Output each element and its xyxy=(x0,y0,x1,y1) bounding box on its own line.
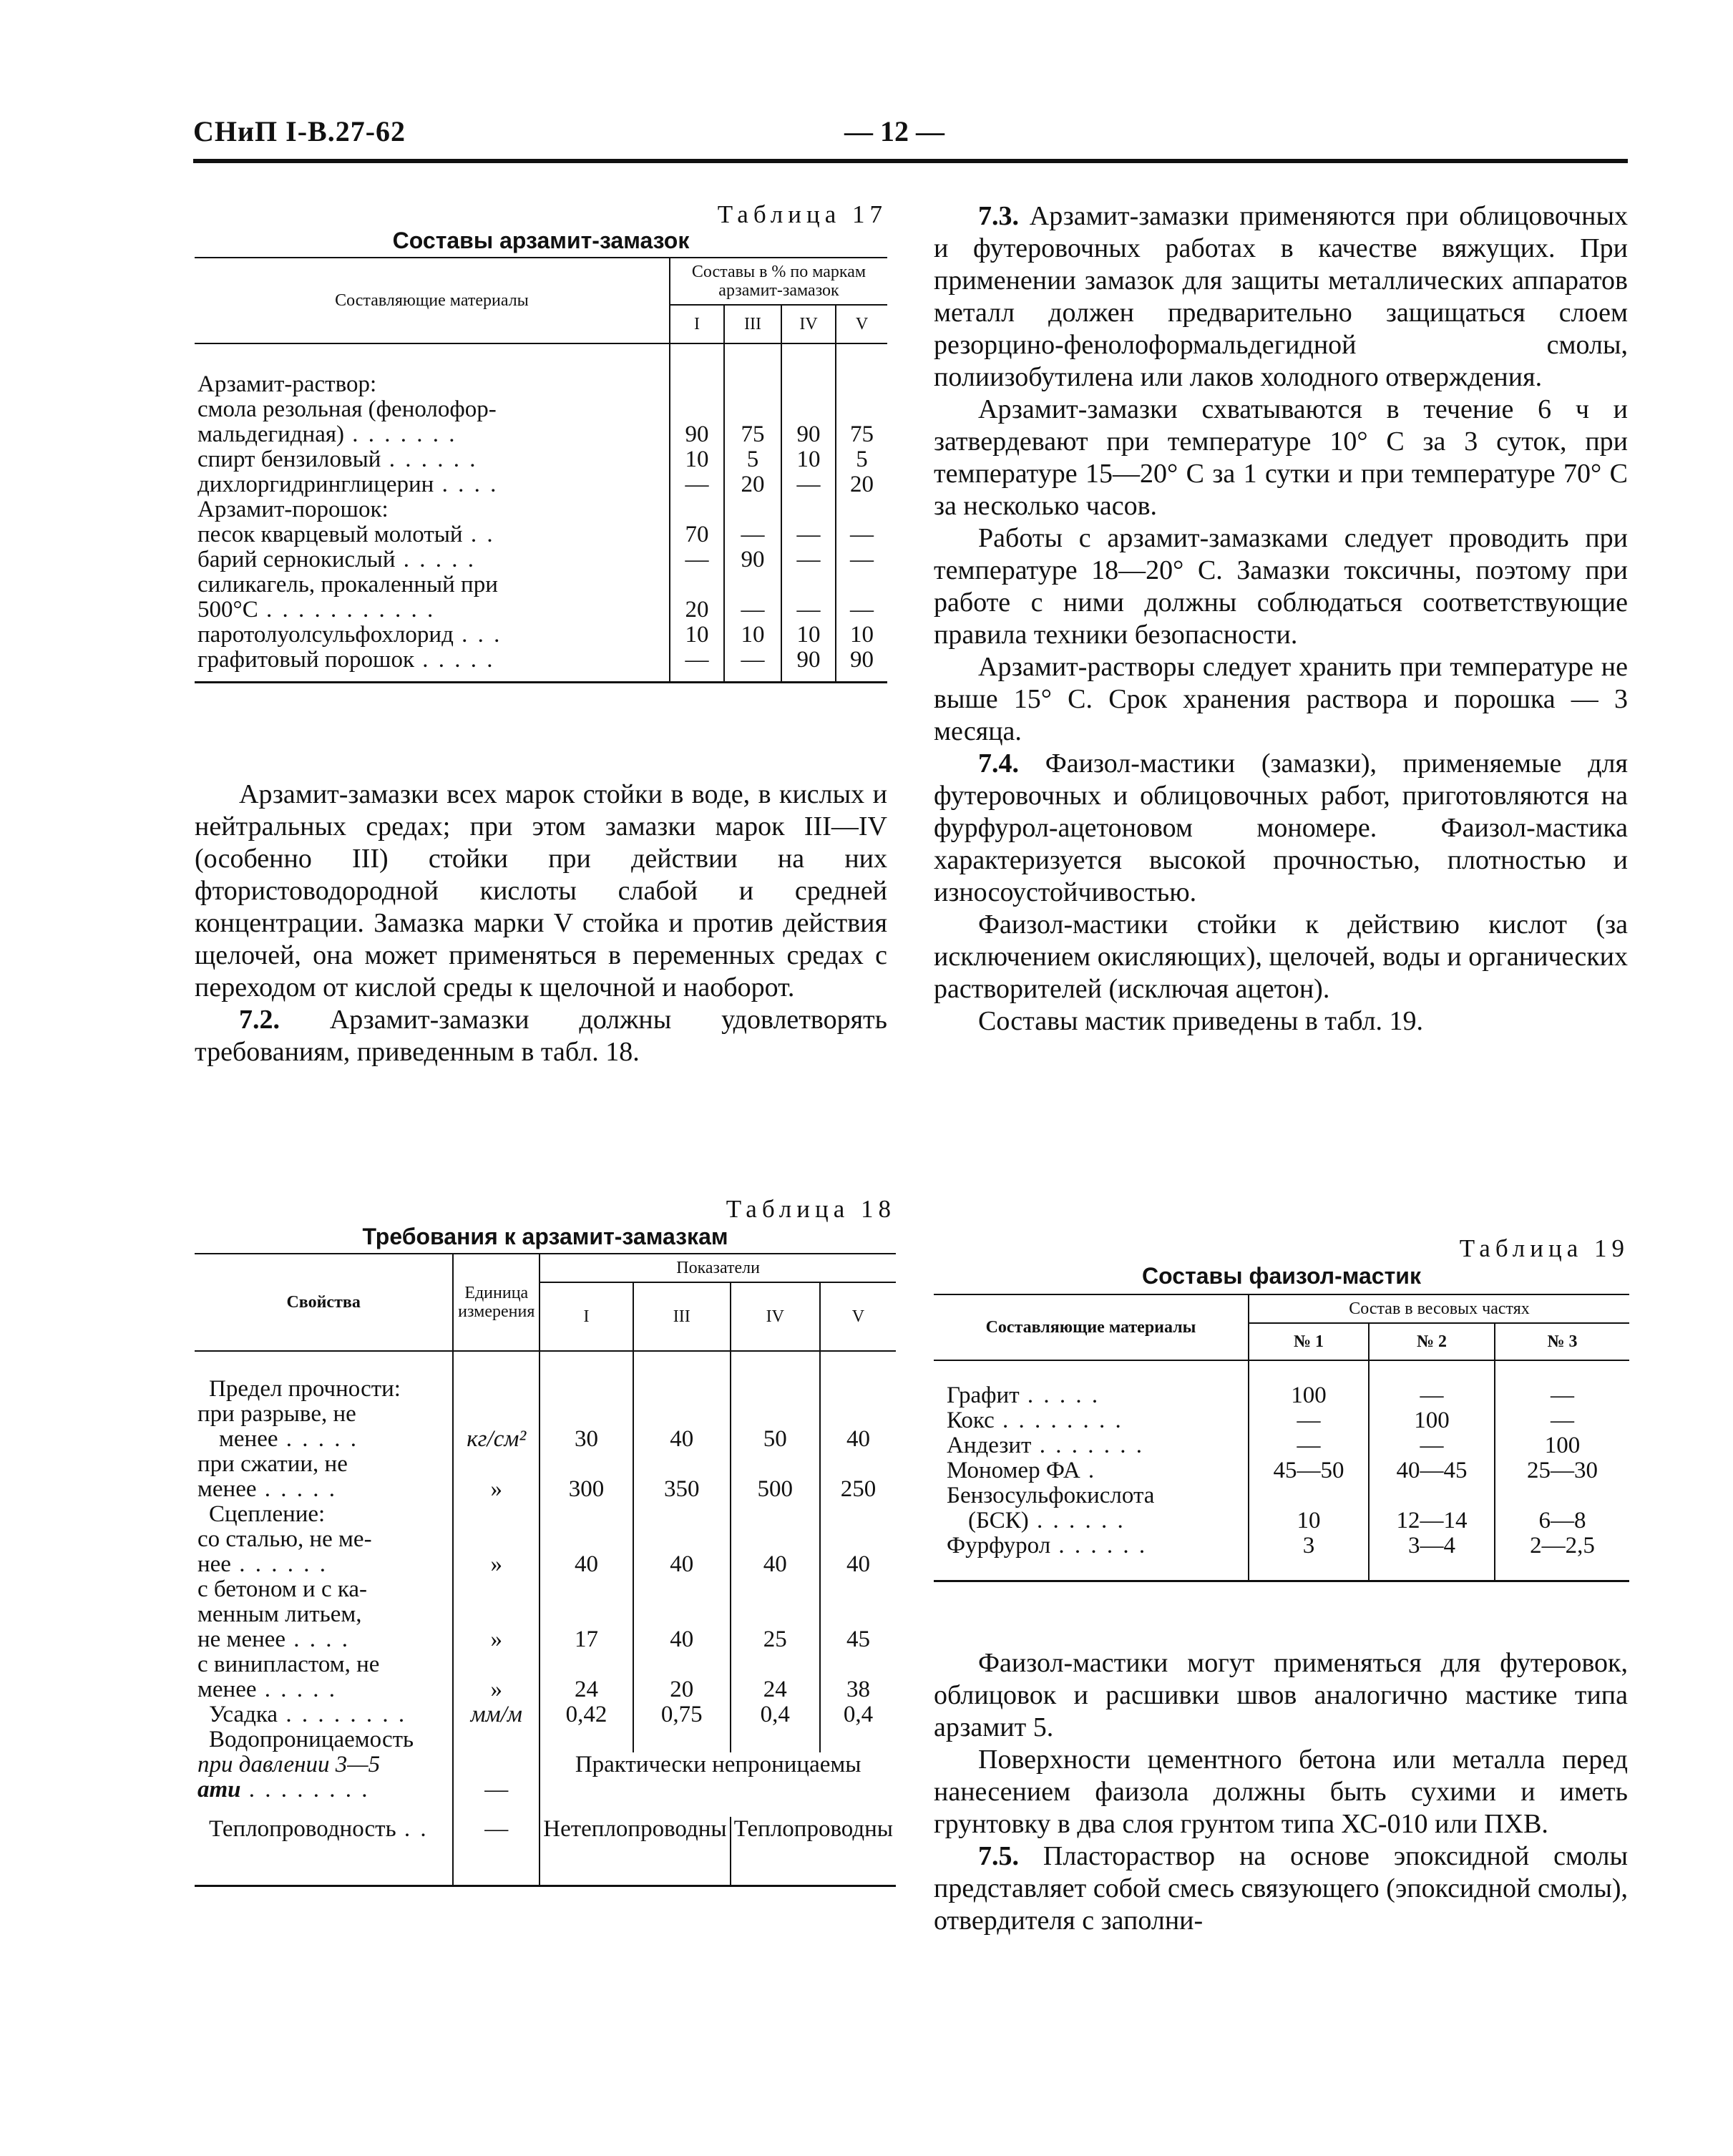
cell: 10 xyxy=(836,623,887,648)
cell: Теплопроводны xyxy=(731,1817,896,1886)
cell: — xyxy=(453,1817,540,1886)
cell: 90 xyxy=(836,648,887,683)
right-text-top xyxy=(934,200,1628,1038)
cell: 10 xyxy=(781,447,836,472)
cell: 500 xyxy=(731,1477,820,1502)
cell: 10 xyxy=(1249,1508,1369,1533)
cell: Нетеплопроводны xyxy=(540,1817,730,1886)
cell: 300 xyxy=(540,1477,633,1502)
table-row: Сцепление: xyxy=(209,1501,326,1527)
cell: 30 xyxy=(540,1427,633,1452)
cell: 20 xyxy=(670,597,724,623)
table-row: дихлоргидринглицерин xyxy=(197,472,434,497)
cell: — xyxy=(670,648,724,683)
cell: 6—8 xyxy=(1495,1508,1629,1533)
paragraph xyxy=(934,394,1628,522)
table-row: песок кварцевый молотый xyxy=(197,522,463,547)
cell: 38 xyxy=(820,1677,896,1702)
table17-col-group: Составы в % по маркам арзамит-замазок xyxy=(670,258,887,305)
cell: кг/см² xyxy=(453,1427,540,1452)
cell: — xyxy=(724,597,781,623)
section-number: 7.5. xyxy=(978,1841,1019,1871)
cell: 70 xyxy=(670,522,724,547)
cell: 40 xyxy=(820,1427,896,1452)
cell: 2—2,5 xyxy=(1495,1533,1629,1581)
cell: 90 xyxy=(670,422,724,447)
table-row: менее xyxy=(219,1426,278,1452)
table-row: менее xyxy=(197,1476,257,1502)
table-row: не менее xyxy=(197,1626,286,1652)
table18-col-prop: Свойства xyxy=(195,1254,453,1351)
cell: 40—45 xyxy=(1369,1458,1495,1483)
cell: 75 xyxy=(724,422,781,447)
section-number: 7.3. xyxy=(978,201,1019,231)
table17-mark: V xyxy=(836,305,887,343)
table17-mark: III xyxy=(724,305,781,343)
paragraph-text: Составы мастик приведены в табл. 19. xyxy=(978,1006,1424,1036)
cell: — xyxy=(670,472,724,497)
table18-mark: III xyxy=(633,1282,731,1351)
section-number: 7.4. xyxy=(978,748,1019,779)
paragraph xyxy=(195,779,887,1004)
paragraph xyxy=(934,1840,1628,1937)
table19-col: № 2 xyxy=(1369,1323,1495,1360)
cell: » xyxy=(453,1552,540,1577)
cell: 24 xyxy=(731,1677,820,1702)
paragraph-text: Фаизол-мастики (замазки), применяемые для футеровочных и облицовочных работ, приготовляются на фурфурол-ацетоновом мономере. Фаизол-мастика характеризуется высокой прочностью, плотностью и износоустойчивостью. xyxy=(934,748,1628,907)
cell: — xyxy=(1495,1408,1629,1433)
table17-col-material: Составляющие материалы xyxy=(195,258,670,343)
cell: 40 xyxy=(633,1627,731,1652)
table17-mark: IV xyxy=(781,305,836,343)
cell: 40 xyxy=(731,1552,820,1577)
section-number: 7.2. xyxy=(239,1005,280,1035)
table-row: нее xyxy=(197,1551,231,1577)
paragraph xyxy=(934,1744,1628,1840)
paragraph xyxy=(934,1647,1628,1744)
cell: 3 xyxy=(1249,1533,1369,1581)
cell: 12—14 xyxy=(1369,1508,1495,1533)
cell: 20 xyxy=(836,472,887,497)
table-row: с бетоном и с ка- xyxy=(197,1576,368,1602)
table19-block xyxy=(934,1234,1629,1582)
table-row: при разрыве, не xyxy=(197,1401,356,1427)
cell: 10 xyxy=(670,623,724,648)
paragraph-text: Арзамит-замазки всех марок стойки в воде, в кислых и нейтральных средах; при этом замазки марок III—IV (особенно III) стойки при действии на них фтористоводородной кислоты слабой и средней концентрации. Замазка марки V стойка и против действия щелочей, она может применяться в переменных средах с переходом от кислой среды к щелочной и наоборот. xyxy=(195,779,887,1003)
page-number: — 12 — xyxy=(844,115,944,147)
cell: 10 xyxy=(670,447,724,472)
cell: 90 xyxy=(781,648,836,683)
cell: » xyxy=(453,1477,540,1502)
table-row: (БСК) xyxy=(968,1508,1029,1533)
cell: 40 xyxy=(633,1552,731,1577)
table-row: Мономер ФА xyxy=(947,1458,1080,1483)
paragraph-text: Фаизол-мастики стойки к действию кислот (за исключением окисляющих), щелочей, воды и органических растворителей (исключая ацетон). xyxy=(934,909,1628,1004)
cell: » xyxy=(453,1677,540,1702)
table17-number: Таблица 17 xyxy=(717,200,887,228)
table17-title: Составы арзамит-замазок xyxy=(392,228,690,253)
cell: 40 xyxy=(820,1552,896,1577)
table19-number: Таблица 19 xyxy=(1459,1234,1629,1262)
table-row: спирт бензиловый xyxy=(197,447,381,472)
cell: — xyxy=(1495,1383,1629,1408)
cell: — xyxy=(781,547,836,572)
table19-col-material: Составляющие материалы xyxy=(934,1294,1249,1360)
paragraph-text: Арзамит-замазки схватываются в течение 6 ч и затвердевают при температуре 10° С за 3 суток, при температуре 15—20° С за 1 сутки и при температуре 70° С за несколько часов. xyxy=(934,394,1628,521)
cell: 100 xyxy=(1495,1433,1629,1458)
header-rule xyxy=(193,159,1628,163)
paragraph xyxy=(934,200,1628,394)
cell: — xyxy=(724,522,781,547)
table-row: барий сернокислый xyxy=(197,547,396,572)
left-text xyxy=(195,779,887,1068)
table-row: при давлении 3—5 xyxy=(197,1752,381,1777)
table-row: мальдегидная) xyxy=(197,421,345,447)
paragraph xyxy=(934,522,1628,651)
paragraph-text: Работы с арзамит-замазками следует проводить при температуре 18—20° С. Замазки токсичны, поэтому при работе с ними должны соблюдаться соответствующие правила техники безопасности. xyxy=(934,523,1628,650)
cell: 0,4 xyxy=(820,1702,896,1727)
paragraph xyxy=(934,748,1628,909)
table19-col: № 3 xyxy=(1495,1323,1629,1360)
cell: 24 xyxy=(540,1677,633,1702)
paragraph-text: Фаизол-мастики могут применяться для футеровок, облицовок и расшивки швов аналогично мастике типа арзамит 5. xyxy=(934,1648,1628,1742)
table-row: Усадка xyxy=(209,1702,278,1727)
right-text-bottom xyxy=(934,1647,1628,1937)
cell: 50 xyxy=(731,1427,820,1452)
cell: — xyxy=(781,597,836,623)
table-row: смола резольная (фенолофор- xyxy=(197,396,497,422)
cell: — xyxy=(781,472,836,497)
table-row: при сжатии, не xyxy=(197,1451,348,1477)
paragraph xyxy=(934,1005,1628,1038)
table17-block xyxy=(195,200,887,683)
paragraph xyxy=(934,909,1628,1005)
cell: — xyxy=(724,648,781,683)
cell: 75 xyxy=(836,422,887,447)
paragraph-text: Арзамит-замазки должны удовлетворять требованиям, приведенным в табл. 18. xyxy=(195,1005,887,1067)
table-row: Водопроницаемость xyxy=(209,1727,414,1752)
table19: Составляющие материалы Состав в весовых частях № 1 № 2 № 3 Графит . . . . . 100 — — Кокс . . . . . . . . — 100 — Андезит . . . . . . . — — 100 Мономер ФА . 45—50 40—45 25—30 Бензосульфокислота (БСК) . . . . . . 10 12—14 6—8 Фурфурол . . . . . . 3 3—4 2—2,5 xyxy=(934,1294,1629,1582)
cell: Практически непроницаемы xyxy=(540,1752,896,1803)
table18-block xyxy=(195,1195,896,1887)
cell: 0,4 xyxy=(731,1702,820,1727)
cell: 17 xyxy=(540,1627,633,1652)
cell: — xyxy=(836,597,887,623)
table19-col: № 1 xyxy=(1249,1323,1369,1360)
cell: 10 xyxy=(781,623,836,648)
cell: 45 xyxy=(820,1627,896,1652)
cell: 45—50 xyxy=(1249,1458,1369,1483)
cell: 25 xyxy=(731,1627,820,1652)
document-code: СНиП I-B.27-62 xyxy=(193,115,406,147)
cell: мм/м xyxy=(453,1702,540,1727)
cell: 90 xyxy=(781,422,836,447)
table18-number: Таблица 18 xyxy=(726,1195,896,1223)
cell: — xyxy=(836,547,887,572)
cell: — xyxy=(453,1777,540,1803)
table-row: паротолуолсульфохлорид xyxy=(197,622,454,648)
cell: 3—4 xyxy=(1369,1533,1495,1581)
table-row: менее xyxy=(197,1677,257,1702)
table17-mark: I xyxy=(670,305,724,343)
table-row: со сталью, не ме- xyxy=(197,1526,372,1552)
cell: 40 xyxy=(540,1552,633,1577)
table18-title: Требования к арзамит-замазкам xyxy=(362,1224,728,1249)
paragraph-text: Арзамит-замазки применяются при облицовочных и футеровочных работах в качестве вяжущих. При применении замазок для защиты металлических аппаратов металл должен предварительно защищаться слоем резорцино-фенолоформальдегидной смолы, полиизобутилена или лаков холодного отверждения. xyxy=(934,201,1629,392)
cell: 350 xyxy=(633,1477,731,1502)
table-row: ати xyxy=(197,1777,241,1803)
paragraph-text: Арзамит-растворы следует хранить при температуре не выше 15° С. Срок хранения раствора и порошка — 3 месяца. xyxy=(934,652,1628,746)
cell: 5 xyxy=(724,447,781,472)
cell: 100 xyxy=(1369,1408,1495,1433)
table-row: Кокс xyxy=(947,1408,995,1433)
paragraph xyxy=(195,1004,887,1068)
cell: 0,42 xyxy=(540,1702,633,1727)
paragraph-text: Поверхности цементного бетона или металла перед нанесением фаизола должны быть сухими и иметь грунтовку в два слоя грунтом типа ХС-010 или ПХВ. xyxy=(934,1745,1628,1839)
table18-mark: IV xyxy=(731,1282,820,1351)
table18-mark: V xyxy=(820,1282,896,1351)
table-row: Бензосульфокислота xyxy=(947,1483,1155,1508)
table-row: менным литьем, xyxy=(197,1601,362,1627)
paragraph xyxy=(934,651,1628,748)
cell: — xyxy=(1249,1433,1369,1458)
cell: — xyxy=(1369,1433,1495,1458)
cell: 100 xyxy=(1249,1383,1369,1408)
table-row: Графит xyxy=(947,1382,1020,1408)
cell: 20 xyxy=(724,472,781,497)
cell: — xyxy=(1249,1408,1369,1433)
table19-col-group: Состав в весовых частях xyxy=(1249,1294,1629,1323)
table-row: с винипластом, не xyxy=(197,1652,380,1677)
paragraph-text: Пласторaствор на основе эпоксидной смолы представляет собой смесь связующего (эпоксидной смолы), отвердителя с заполни- xyxy=(934,1841,1628,1936)
table18-mark: I xyxy=(540,1282,633,1351)
cell: » xyxy=(453,1627,540,1652)
table18: Свойства Единица измерения Показатели I III IV V Предел прочности: при разрыве, не менее . . . . . кг/см² 30 40 50 40 при сжатии, не менее . . . . . » 300 350 500 250 Сцепление: со сталью, не ме- нее . . . . . . » 40 40 40 40 с бетоном и с ка- менным литьем, не менее . . . . » 17 40 25 45 с винипластом, не менее . . . . . » 24 20 24 38 Усадка . . . . . . . . мм/м 0,42 0,75 0,4 0,4 Водопроницаемость при давлении 3—5 Практически непроницаемы ати . . . . . . . . — Теплопроводность . . — Нетеплопроводны Теплопроводны xyxy=(195,1253,896,1887)
cell: 0,75 xyxy=(633,1702,731,1727)
table-row: Фурфурол xyxy=(947,1533,1051,1559)
cell: 25—30 xyxy=(1495,1458,1629,1483)
table-row: Андезит xyxy=(947,1433,1032,1458)
cell: — xyxy=(670,547,724,572)
cell: 40 xyxy=(633,1427,731,1452)
cell: 10 xyxy=(724,623,781,648)
table18-col-group: Показатели xyxy=(540,1254,896,1282)
table-row: Теплопроводность xyxy=(209,1816,396,1842)
table18-col-unit: Единица измерения xyxy=(453,1254,540,1351)
cell: 5 xyxy=(836,447,887,472)
table17: Составляющие материалы Составы в % по маркам арзамит-замазок I III IV V Арзамит-раствор: смола резольная (фенолофор- мальдегидная) . . . . . . . 90 75 90 75 спирт бензиловый . . . . . . 10 5 10 5 дихлоргидринглицерин . . . . — 20 — 20 Арзамит-порошок: песок кварцевый молотый . . 70 — — — барий сернокислый . . . . . — 90 — — силикагель, прокаленный при 500°С . . . . . . . . . . . 20 — — — паротолуолсульфохлорид . . . 10 10 10 10 графитовый порошок . . . . . — — 90 90 xyxy=(195,257,887,683)
table19-title: Составы фаизол-мастик xyxy=(1142,1263,1421,1289)
cell: — xyxy=(781,522,836,547)
table-row: Арзамит-порошок: xyxy=(197,497,389,522)
table-row: Предел прочности: xyxy=(209,1376,401,1402)
table-row: 500°С xyxy=(197,597,258,623)
cell: 20 xyxy=(633,1677,731,1702)
table-row: Арзамит-раствор: xyxy=(197,371,377,397)
table-row: силикагель, прокаленный при xyxy=(197,572,498,597)
cell: — xyxy=(836,522,887,547)
cell: 250 xyxy=(820,1477,896,1502)
cell: 90 xyxy=(724,547,781,572)
cell: — xyxy=(1369,1383,1495,1408)
table-row: графитовый порошок xyxy=(197,647,414,673)
